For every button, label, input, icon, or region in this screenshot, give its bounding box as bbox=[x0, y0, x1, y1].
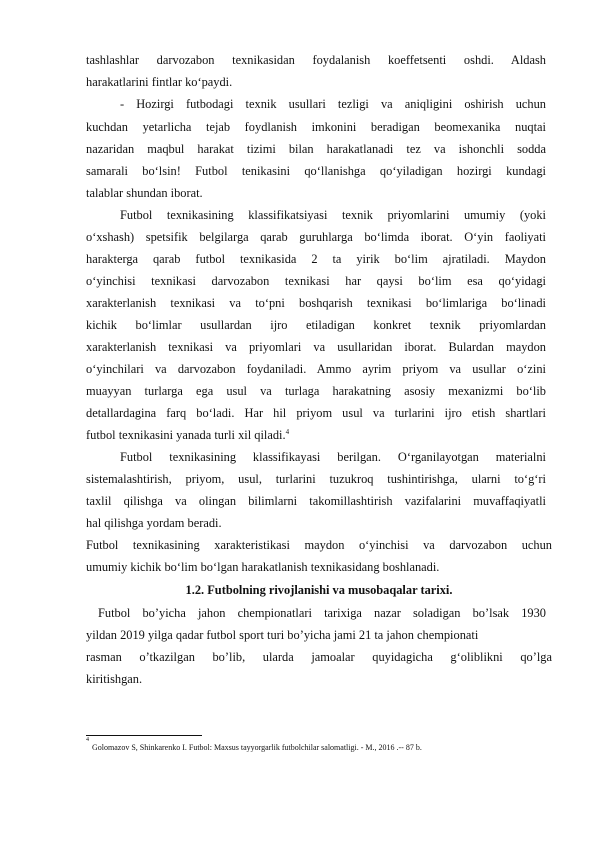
text-line: xarakterlanish texnikasi va to‘pni boshqarish texnikasi bo‘limlariga bo‘linadi bbox=[86, 296, 546, 310]
text-line: umumiy kichik bo‘lim bo‘lgan harakatlanish texnikasidang boshlanadi. bbox=[86, 560, 440, 574]
text-line: o‘yinchilari va darvozabon foydaniladi. Ammo ayrim priyom va usullar o‘zini bbox=[86, 362, 546, 376]
text-line: hal qilishga yordam beradi. bbox=[86, 516, 222, 530]
text-line: o‘yinchisi texnikasi darvozabon texnikasi har qaysi bo‘lim esa qo‘yidagi bbox=[86, 274, 546, 288]
text-line: Futbol texnikasining klassifikatsiyasi texnik priyomlarini umumiy (yoki bbox=[120, 208, 546, 222]
text-line: kuchdan yetarlicha tejab foydlanish imkonini beradigan beomexanika nuqtai bbox=[86, 120, 546, 134]
text-line: - Hozirgi futbodagi texnik usullari tezligi va aniqligini oshirish uchun bbox=[120, 97, 546, 111]
text-line: kichik bo‘limlar usullardan ijro etiladigan konkret texnik priyomlardan bbox=[86, 318, 546, 332]
text-line: talablar shundan iborat. bbox=[86, 186, 203, 200]
text-line: o‘xshash) spetsifik belgilarga qarab guruhlarga bo‘limda iborat. O‘yin faoliyati bbox=[86, 230, 546, 244]
footnote-reference: 4 bbox=[285, 427, 290, 436]
text-line: Futbol texnikasining klassifikayasi berilgan. O‘rganilayotgan materialni bbox=[120, 450, 546, 464]
text-line: nazaridan maqbul harakat tizimi bilan harakatlanadi tez va ishonchli sodda bbox=[86, 142, 546, 156]
text-line-with-footnote bbox=[86, 428, 546, 443]
text-line: xarakterlanish texnikasi va priyomlari va usullaridan iborat. Bulardan maydon bbox=[86, 340, 546, 354]
text-line: detallardagina farq bo‘ladi. Har hil priyom usul va turlarini ijro etish shartlari bbox=[86, 406, 546, 420]
text-line: harakterga qarab futbol texnikasida 2 ta yirik bo‘lim ajratiladi. Maydon bbox=[86, 252, 546, 266]
text-line: taxlil qilishga va olingan bilimlarni takomillashtirish vazifalarini muvaffaqiyatli bbox=[86, 494, 546, 508]
text-line: tashlashlar darvozabon texnikasidan foydalanish koeffetsenti oshdi. Aldash bbox=[86, 53, 546, 67]
text-line: sistemalashtirish, priyom, usul, turlarini tuzukroq tushintirishga, ularni to‘g‘ri bbox=[86, 472, 546, 486]
text-line: futbol texnikasini yanada turli xil qiladi. bbox=[86, 428, 286, 442]
footnote-mark: 4 bbox=[86, 737, 89, 743]
text-line: Futbol texnikasining xarakteristikasi maydon o‘yinchisi va darvozabon uchun bbox=[86, 538, 552, 552]
footnote-text: Golomazov S, Shinkarenko I. Futbol: Maxsus tayyorgarlik futbolchilar salomatligi. - M., 2016 .-- 87 b. bbox=[92, 743, 422, 752]
text-line: yildan 2019 yilga qadar futbol sport turi bo’yicha jami 21 ta jahon chempionati bbox=[86, 628, 479, 642]
text-line: muayyan turlarga ega usul va turlaga harakatning asosiy mexanizmi bo‘lib bbox=[86, 384, 546, 398]
section-heading: 1.2. Futbolning rivojlanishi va musobaqalar tarixi. bbox=[185, 583, 453, 597]
text-line: Futbol bo’yicha jahon chempionatlari tarixiga nazar soladigan bo’lsak 1930 bbox=[98, 606, 546, 620]
text-line: kiritishgan. bbox=[86, 672, 143, 686]
footnote-divider bbox=[86, 735, 202, 736]
text-line: rasman o’tkazilgan bo’lib, ularda jamoalar quyidagicha g‘oliblikni qo’lga bbox=[86, 650, 552, 664]
text-line: samarali bo‘lsin! Futbol tenikasini qo‘llanishga qo‘yiladigan hozirgi kundagi bbox=[86, 164, 546, 178]
text-line: harakatlarini fintlar ko‘paydi. bbox=[86, 75, 233, 89]
